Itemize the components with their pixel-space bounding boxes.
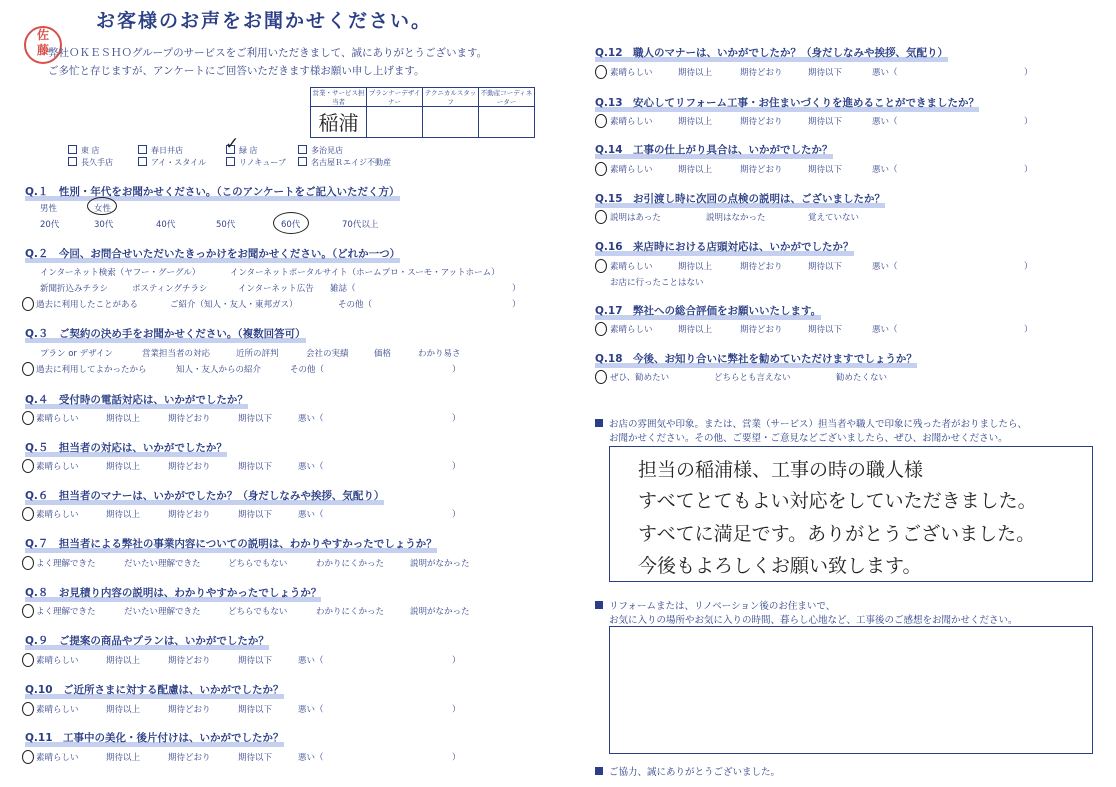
- handwritten-line: 今後もよろしくお願い致します。: [638, 555, 922, 577]
- selected-circle: [87, 197, 117, 215]
- store-label: アイ・スタイル: [151, 158, 207, 167]
- answer-option[interactable]: 説明がなかった: [410, 559, 470, 569]
- handwritten-line: 担当の稲浦様、工事の時の職人様: [638, 459, 924, 481]
- answer-option[interactable]: わかり易さ: [418, 349, 461, 359]
- answer-option[interactable]: 期待以下: [238, 705, 273, 715]
- question-title: Q.17 弊社への総合評価をお願いいたします。: [595, 303, 821, 318]
- answer-option[interactable]: 期待以上: [678, 165, 713, 175]
- answer-option[interactable]: だいたい理解できた: [124, 607, 201, 617]
- paren-close: ）: [452, 462, 461, 472]
- answer-option[interactable]: 期待以上: [106, 753, 141, 763]
- paren-close: ）: [1024, 117, 1033, 127]
- handwritten-line: すべてとてもよい対応をしていただきました。: [638, 490, 1037, 512]
- answer-option[interactable]: 50代: [216, 220, 236, 230]
- answer-option[interactable]: 悪い（: [298, 753, 324, 763]
- answer-option[interactable]: 期待どおり: [168, 510, 211, 520]
- answer-option[interactable]: 期待どおり: [740, 68, 783, 78]
- selected-circle: [22, 556, 34, 570]
- answer-option[interactable]: 近所の評判: [236, 349, 279, 359]
- answer-option[interactable]: 悪い（: [872, 262, 898, 272]
- question-title: Q.９ ご提案の商品やプランは、いかがでしたか？: [25, 633, 269, 648]
- answer-option[interactable]: 女性: [94, 204, 112, 214]
- page-title: お客様のお声をお聞かせください。: [96, 10, 433, 32]
- answer-option[interactable]: インターネット広告: [238, 284, 314, 294]
- answer-option[interactable]: 20代: [40, 220, 60, 230]
- selected-circle: [22, 702, 34, 716]
- answer-option[interactable]: 期待以上: [678, 117, 713, 127]
- paren-close: ）: [1024, 68, 1033, 78]
- answer-option[interactable]: 期待以下: [238, 414, 273, 424]
- staff-realestate-cell[interactable]: [479, 107, 535, 138]
- answer-option[interactable]: 過去に利用したことがある: [36, 300, 139, 310]
- answer-option[interactable]: お店に行ったことはない: [610, 278, 704, 288]
- answer-option[interactable]: 会社の実績: [306, 349, 349, 359]
- answer-option[interactable]: 期待どおり: [168, 414, 211, 424]
- square-bullet-icon: [595, 419, 603, 427]
- store-label: 東 店: [81, 146, 100, 155]
- answer-option[interactable]: 期待以下: [238, 462, 273, 472]
- answer-option[interactable]: わかりにくかった: [316, 559, 385, 569]
- store-checkbox-nagakute[interactable]: [68, 157, 113, 168]
- answer-option[interactable]: 期待以上: [678, 325, 713, 335]
- staff-tech-cell[interactable]: [423, 107, 479, 138]
- answer-option[interactable]: 素晴らしい: [610, 165, 653, 175]
- answer-option[interactable]: 期待以下: [808, 165, 843, 175]
- checkbox[interactable]: [138, 157, 147, 166]
- question-title: Q.８ お見積り内容の説明は、わかりやすかったでしょうか？: [25, 585, 321, 600]
- answer-option[interactable]: 悪い（: [872, 117, 898, 127]
- comment-prompt-1-cont: お聞かせください。その他、ご要望・ご意見などございましたら、ぜひ、お聞かせください。: [609, 433, 1008, 444]
- answer-option[interactable]: 勧めたくない: [836, 373, 888, 383]
- selected-circle: [273, 212, 309, 234]
- answer-option[interactable]: その他（: [338, 300, 373, 310]
- answer-option[interactable]: 期待どおり: [740, 262, 783, 272]
- answer-option[interactable]: わかりにくかった: [316, 607, 385, 617]
- selected-circle: [22, 653, 34, 667]
- selected-circle: [22, 459, 34, 473]
- paren-close: ）: [452, 365, 461, 375]
- answer-option[interactable]: 説明はなかった: [706, 213, 766, 223]
- answer-option[interactable]: 期待以上: [678, 262, 713, 272]
- store-label: 名古屋Ｒエイジ不動産: [311, 158, 391, 167]
- paren-close: ）: [452, 705, 461, 715]
- selected-circle: [595, 114, 607, 128]
- checkbox[interactable]: [298, 145, 307, 154]
- paren-close: ）: [512, 284, 521, 294]
- comment-box-2[interactable]: [609, 626, 1093, 754]
- answer-option[interactable]: 60代: [281, 220, 301, 230]
- answer-option[interactable]: 期待以上: [106, 462, 141, 472]
- question-title: Q.12 職人のマナーは、いかがでしたか？（身だしなみや挨拶、気配り）: [595, 45, 948, 60]
- answer-option[interactable]: 素晴らしい: [36, 462, 79, 472]
- paren-close: ）: [1024, 325, 1033, 335]
- paren-close: ）: [452, 510, 461, 520]
- answer-option[interactable]: 期待以上: [106, 705, 141, 715]
- handwritten-line: すべてに満足です。ありがとうございました。: [638, 523, 1036, 545]
- answer-option[interactable]: 覚えていない: [808, 213, 860, 223]
- question-title: Q.１ 性別・年代をお聞かせください。（このアンケートをご記入いただく方）: [25, 184, 400, 199]
- answer-option[interactable]: 期待以上: [106, 414, 141, 424]
- answer-option[interactable]: 期待どおり: [168, 705, 211, 715]
- paren-close: ）: [1024, 262, 1033, 272]
- answer-option[interactable]: 40代: [156, 220, 176, 230]
- answer-option[interactable]: よく理解できた: [36, 607, 96, 617]
- question-title: Q.10 ご近所さまに対する配慮は、いかがでしたか？: [25, 682, 284, 697]
- intro-line-1: 弊社ＯＫＥＳＨＯグループのサービスをご利用いただきまして、誠にありがとうございます。: [48, 47, 488, 59]
- answer-option[interactable]: どちらとも言えない: [714, 373, 791, 383]
- comment-prompt-2-cont: お気に入りの場所やお気に入りの時間、暮らし心地など、工事後のご感想をお聞かせください。: [609, 615, 1018, 626]
- answer-option[interactable]: 期待以上: [106, 510, 141, 520]
- selected-circle: [22, 297, 34, 311]
- staff-header: プランナーデザイナー: [367, 88, 423, 107]
- staff-sales-cell[interactable]: [311, 107, 367, 138]
- store-checkbox-renocube[interactable]: [226, 157, 286, 168]
- question-title: Q.３ ご契約の決め手をお聞かせください。（複数回答可）: [25, 326, 306, 341]
- answer-option[interactable]: ポスティングチラシ: [132, 284, 208, 294]
- intro-line-2: ご多忙と存じますが、アンケートにご回答いただきます様お願い申し上げます。: [48, 65, 425, 77]
- staff-table: [310, 87, 535, 138]
- store-checkbox-higashi[interactable]: [68, 145, 100, 156]
- paren-close: ）: [1024, 165, 1033, 175]
- answer-option[interactable]: 素晴らしい: [36, 510, 79, 520]
- answer-option[interactable]: 70代以上: [342, 220, 379, 230]
- store-label: 多治見店: [311, 146, 343, 155]
- answer-option[interactable]: 素晴らしい: [36, 414, 79, 424]
- question-title: Q.５ 担当者の対応は、いかがでしたか？: [25, 440, 227, 455]
- answer-option[interactable]: 素晴らしい: [610, 325, 653, 335]
- store-label: リノキューブ: [239, 158, 286, 167]
- answer-option[interactable]: インターネット検索（ヤフー・グーグル）: [40, 268, 201, 278]
- square-bullet-icon: [595, 767, 603, 775]
- selected-circle: [22, 411, 34, 425]
- question-title: Q.２ 今回、お問合せいただいたきっかけをお聞かせください。（どれか一つ）: [25, 246, 400, 261]
- staff-header: テクニカルスタッフ: [423, 88, 479, 107]
- answer-option[interactable]: 期待以上: [678, 68, 713, 78]
- paren-close: ）: [512, 300, 521, 310]
- checkbox[interactable]: [226, 157, 235, 166]
- answer-option[interactable]: 期待どおり: [740, 117, 783, 127]
- selected-circle: [22, 750, 34, 764]
- answer-option[interactable]: 期待以下: [238, 656, 273, 666]
- answer-option[interactable]: 悪い（: [298, 656, 324, 666]
- answer-option[interactable]: 期待どおり: [168, 656, 211, 666]
- staff-planner-cell[interactable]: [367, 107, 423, 138]
- answer-option[interactable]: 期待以下: [808, 325, 843, 335]
- question-title: Q.18 今後、お知り合いに弊社を勧めていただけますでしょうか？: [595, 351, 917, 366]
- answer-option[interactable]: 素晴らしい: [36, 753, 79, 763]
- selected-circle: [22, 362, 34, 376]
- answer-option[interactable]: 男性: [40, 204, 58, 214]
- selected-circle: [595, 65, 607, 79]
- answer-option[interactable]: ぜひ、勧めたい: [610, 373, 670, 383]
- store-label: 長久手店: [81, 158, 113, 167]
- answer-option[interactable]: 素晴らしい: [36, 705, 79, 715]
- question-title: Q.13 安心してリフォーム工事・お住まいづくりを進めることができましたか？: [595, 95, 979, 110]
- store-label: 緑 店: [239, 146, 258, 155]
- check-mark-icon: ✓: [225, 134, 240, 154]
- answer-option[interactable]: 期待以下: [238, 753, 273, 763]
- question-title: Q.14 工事の仕上がり具合は、いかがでしたか？: [595, 142, 833, 157]
- checkbox[interactable]: [68, 157, 77, 166]
- answer-option[interactable]: 素晴らしい: [610, 68, 653, 78]
- comment-box-1[interactable]: [609, 446, 1093, 582]
- comment-prompt-1: お店の雰囲気や印象。または、営業（サービス）担当者や職人で印象に残った者がおりましたら、: [595, 416, 1027, 430]
- answer-option[interactable]: 期待以下: [808, 68, 843, 78]
- answer-option[interactable]: 悪い（: [872, 325, 898, 335]
- seal-stamp: 佐 藤: [24, 26, 62, 64]
- answer-option[interactable]: その他（: [290, 365, 325, 375]
- question-title: Q.６ 担当者のマナーは、いかがでしたか？（身だしなみや挨拶、気配り）: [25, 488, 384, 503]
- checkbox[interactable]: [298, 157, 307, 166]
- answer-option[interactable]: 過去に利用してよかったから: [36, 365, 147, 375]
- answer-option[interactable]: 期待以下: [808, 117, 843, 127]
- answer-option[interactable]: ご紹介（知人・友人・東邦ガス）: [170, 300, 298, 310]
- selected-circle: [595, 162, 607, 176]
- question-title: Q.７ 担当者による弊社の事業内容についての説明は、わかりやすかったでしょうか？: [25, 536, 437, 551]
- answer-option[interactable]: 悪い（: [872, 68, 898, 78]
- paren-close: ）: [452, 753, 461, 763]
- question-title: Q.４ 受付時の電話対応は、いかがでしたか？: [25, 392, 248, 407]
- staff-header: 営業・サービス担当者: [312, 89, 365, 106]
- store-label: 春日井店: [151, 146, 183, 155]
- answer-option[interactable]: 期待以下: [808, 262, 843, 272]
- answer-option[interactable]: 説明がなかった: [410, 607, 470, 617]
- answer-option[interactable]: プラン or デザイン: [40, 349, 114, 359]
- answer-option[interactable]: 期待以上: [106, 656, 141, 666]
- answer-option[interactable]: インターネットポータルサイト（ホームプロ・スーモ・アットホーム）: [230, 268, 500, 278]
- answer-option[interactable]: 悪い（: [298, 414, 324, 424]
- answer-option[interactable]: 素晴らしい: [36, 656, 79, 666]
- selected-circle: [595, 259, 607, 273]
- checkbox[interactable]: [68, 145, 77, 154]
- answer-option[interactable]: 新聞折込みチラシ: [40, 284, 109, 294]
- checkbox[interactable]: [138, 145, 147, 154]
- paren-close: ）: [452, 414, 461, 424]
- square-bullet-icon: [595, 601, 603, 609]
- answer-option[interactable]: 説明はあった: [610, 213, 661, 223]
- staff-header: 不動産コーディネーター: [479, 88, 535, 107]
- answer-option[interactable]: 期待どおり: [740, 325, 783, 335]
- answer-option[interactable]: 雑誌（: [330, 284, 356, 294]
- selected-circle: [595, 322, 607, 336]
- answer-option[interactable]: どちらでもない: [228, 559, 288, 569]
- answer-option[interactable]: どちらでもない: [228, 607, 288, 617]
- answer-option[interactable]: 素晴らしい: [610, 117, 653, 127]
- store-checkbox-istyle[interactable]: [138, 157, 206, 168]
- store-checkbox-tajimi[interactable]: [298, 145, 343, 156]
- store-checkbox-nagoya-rage[interactable]: [298, 157, 391, 168]
- paren-close: ）: [452, 656, 461, 666]
- question-title: Q.16 来店時における店頭対応は、いかがでしたか？: [595, 239, 854, 254]
- question-title: Q.15 お引渡し時に次回の点検の説明は、ございましたか？: [595, 191, 885, 206]
- question-title: Q.11 工事中の美化・後片付けは、いかがでしたか？: [25, 730, 284, 745]
- answer-option[interactable]: 期待どおり: [168, 753, 211, 763]
- answer-option[interactable]: 期待以下: [238, 510, 273, 520]
- answer-option[interactable]: だいたい理解できた: [124, 559, 201, 569]
- answer-option[interactable]: 悪い（: [872, 165, 898, 175]
- answer-option[interactable]: 30代: [94, 220, 114, 230]
- answer-option[interactable]: 知人・友人からの紹介: [176, 365, 262, 375]
- answer-option[interactable]: 価格: [374, 349, 392, 359]
- answer-option[interactable]: 悪い（: [298, 462, 324, 472]
- selected-circle: [595, 370, 607, 384]
- comment-prompt-2: リフォームまたは、リノベーション後のお住まいで、: [595, 598, 835, 612]
- thanks-message: ご協力、誠にありがとうございました。: [595, 764, 780, 778]
- answer-option[interactable]: 悪い（: [298, 705, 324, 715]
- selected-circle: [22, 604, 34, 618]
- staff-sales-name: 稲浦: [318, 111, 359, 135]
- answer-option[interactable]: 期待どおり: [740, 165, 783, 175]
- answer-option[interactable]: 悪い（: [298, 510, 324, 520]
- selected-circle: [595, 210, 607, 224]
- answer-option[interactable]: よく理解できた: [36, 559, 96, 569]
- answer-option[interactable]: 営業担当者の対応: [142, 349, 211, 359]
- selected-circle: [22, 507, 34, 521]
- answer-option[interactable]: 期待どおり: [168, 462, 211, 472]
- answer-option[interactable]: 素晴らしい: [610, 262, 653, 272]
- store-checkbox-kasugai[interactable]: [138, 145, 183, 156]
